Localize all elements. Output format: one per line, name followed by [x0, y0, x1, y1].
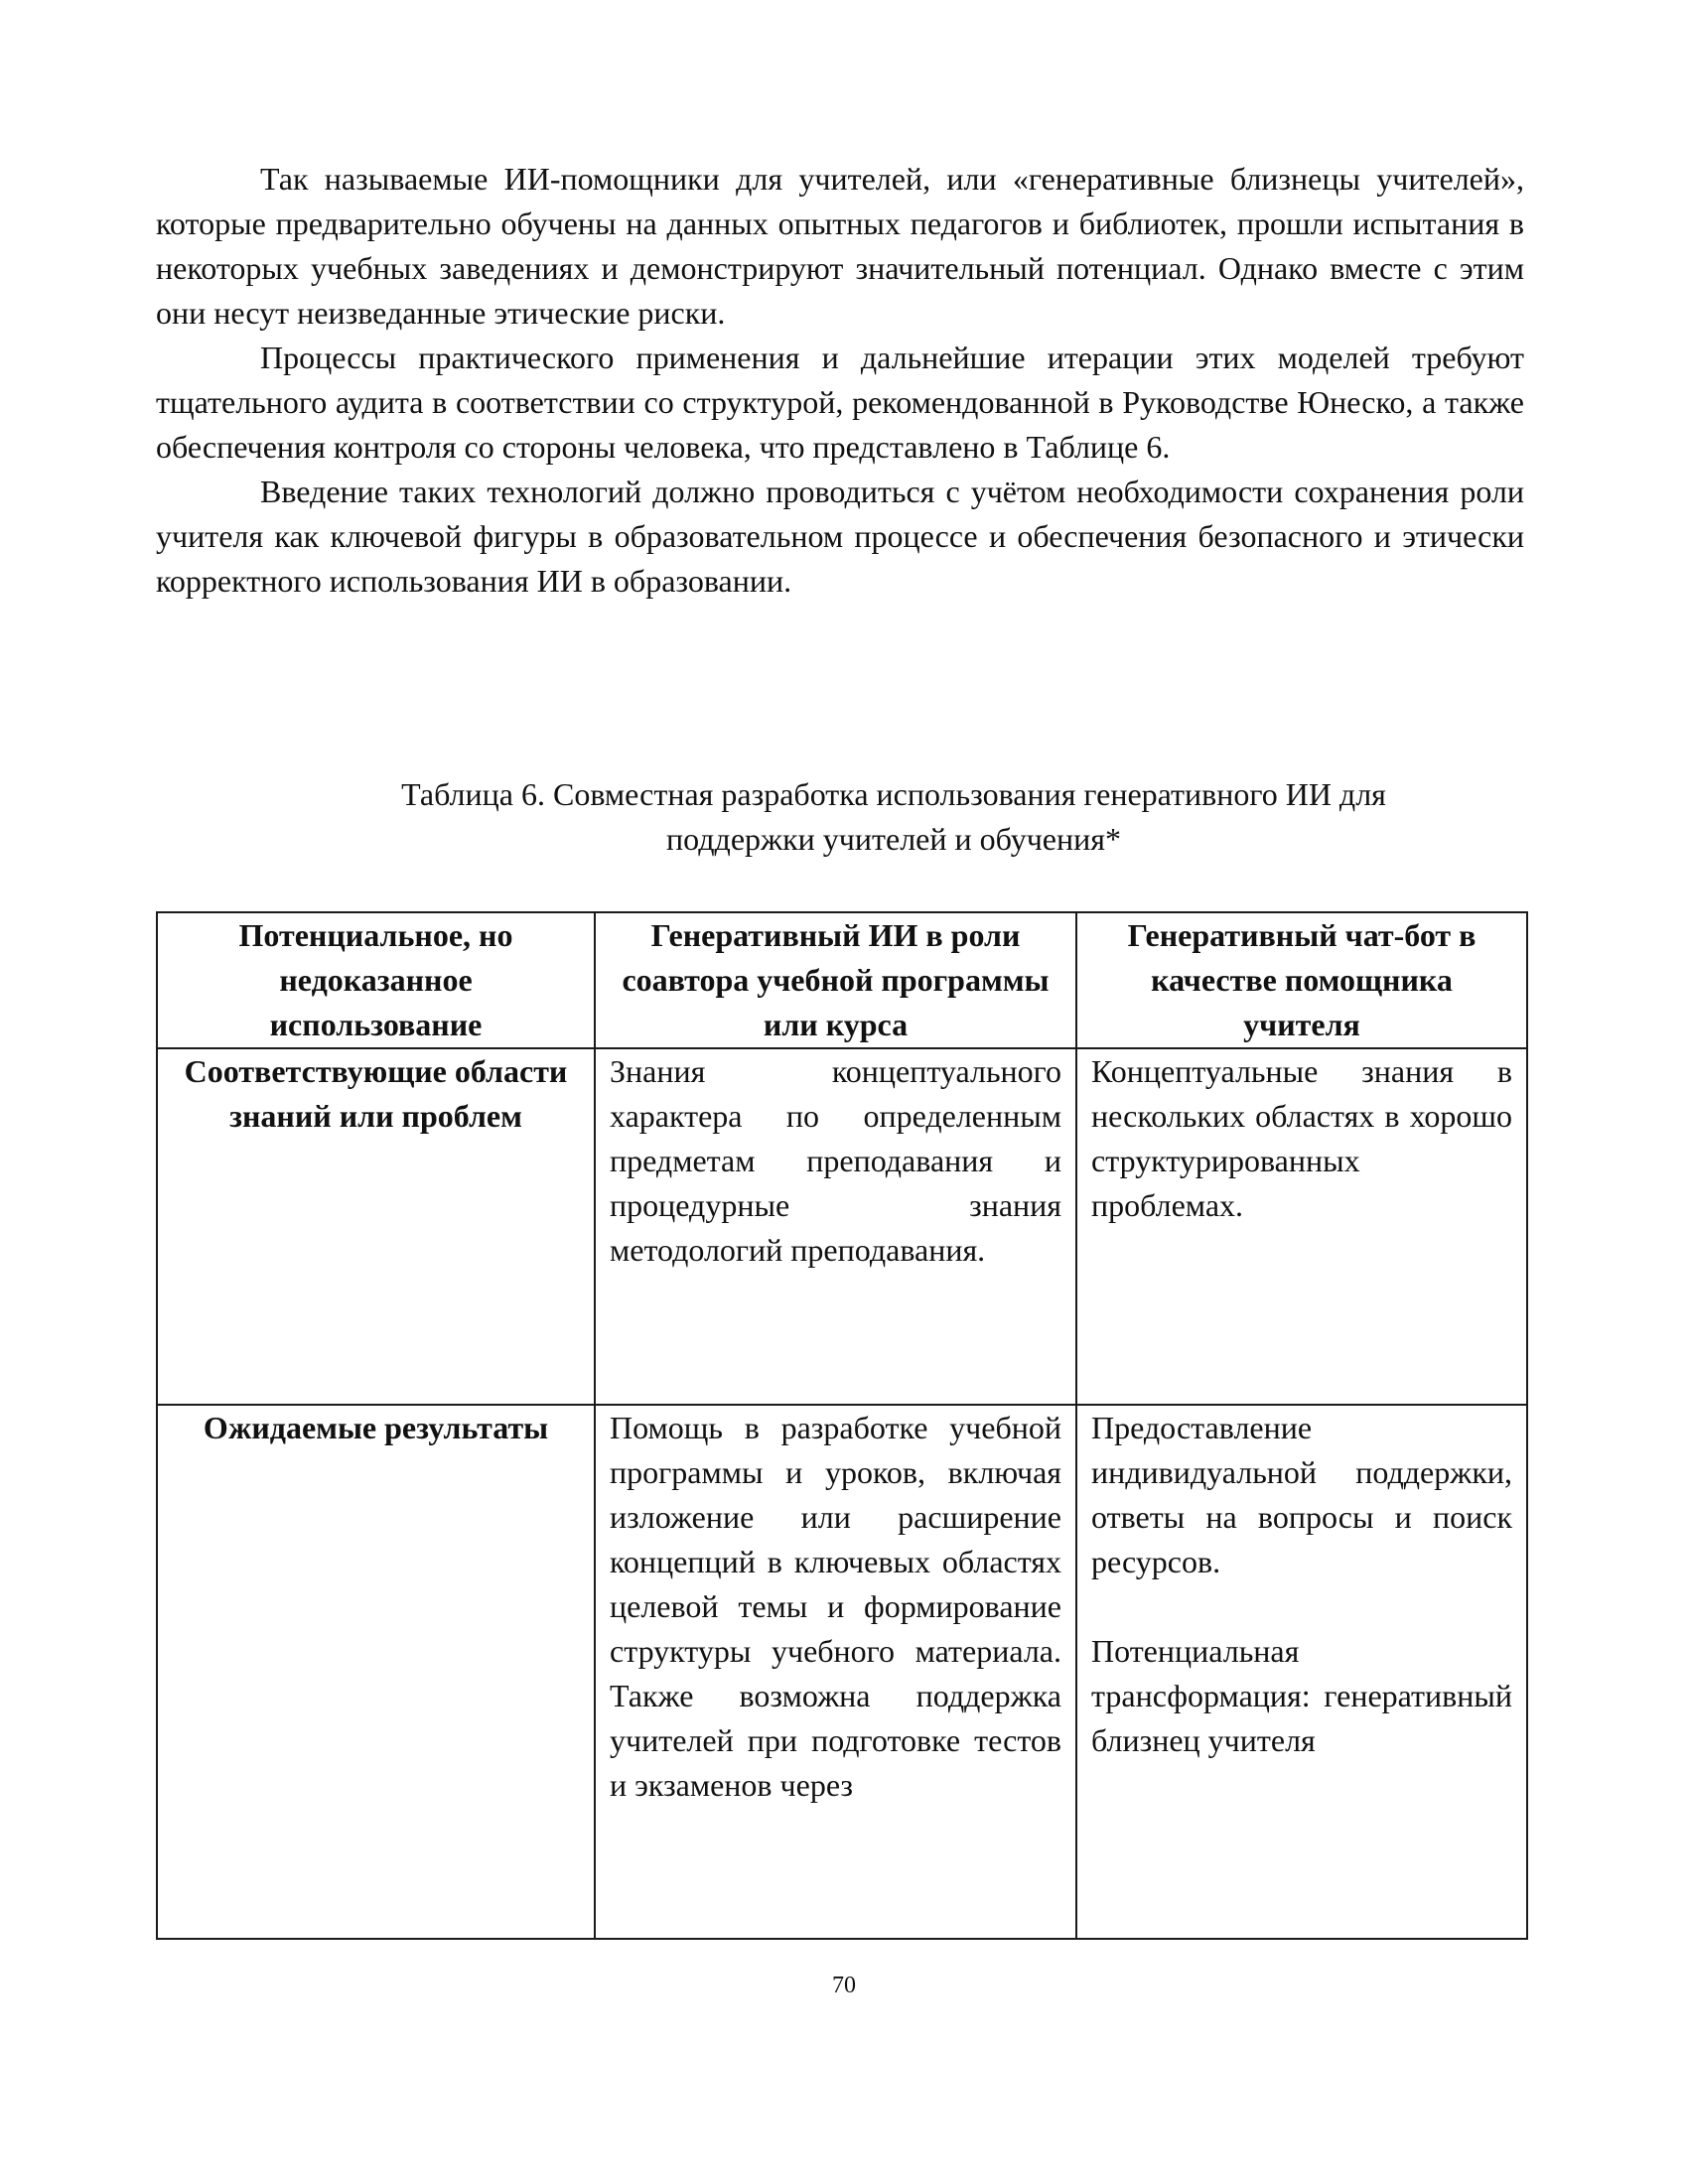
row-label: Соответствующие области знаний или проблем [157, 1048, 595, 1405]
table-row [157, 1048, 1527, 1405]
cell-chatbot-part-2: Потенциальная трансформация: генеративный близнец учителя [1091, 1633, 1512, 1758]
table-row [157, 1405, 1527, 1939]
cell-coauthor: Знания концептуального характера по определенным предметам преподавания и процедурные знания методологий преподавания. [595, 1048, 1076, 1405]
paragraph-2: Процессы практического применения и дальнейшие итерации этих моделей требуют тщательного аудита в соответствии со структурой, рекомендованной в Руководстве Юнеско, а также обеспечения контроля со стороны человека, что представлено в Таблице 6. [156, 340, 1524, 465]
table-caption-line-1: Таблица 6. Совместная разработка использования генеративного ИИ для [401, 776, 1386, 812]
cell-chatbot: Концептуальные знания в нескольких областях в хорошо структурированных проблемах. [1076, 1048, 1527, 1405]
blank-line [1091, 1584, 1512, 1629]
paragraph-3: Введение таких технологий должно проводиться с учётом необходимости сохранения роли учителя как ключевой фигуры в образовательном процессе и обеспечения безопасного и этически корректного использования ИИ в образовании. [156, 474, 1524, 599]
header-use-case: Потенциальное, но недоказанное использование [157, 912, 595, 1048]
table-caption-line-2: поддержки учителей и обучения* [666, 821, 1121, 857]
cell-chatbot [1076, 1405, 1527, 1939]
cell-chatbot-part-1: Предоставление индивидуальной поддержки, ответы на вопросы и поиск ресурсов. [1091, 1410, 1512, 1579]
header-coauthor: Генеративный ИИ в роли соавтора учебной программы или курса [595, 912, 1076, 1048]
table-6 [156, 911, 1528, 1940]
header-chatbot: Генеративный чат-бот в качестве помощника учителя [1076, 912, 1527, 1048]
cell-coauthor: Помощь в разработке учебной программы и уроков, включая изложение или расширение концепций в ключевых областях целевой темы и формирование структуры учебного материала. Также возможна поддержка учителей при подготовке тестов и экзаменов через [595, 1405, 1076, 1939]
row-label: Ожидаемые результаты [157, 1405, 595, 1939]
page-number: 70 [832, 1973, 856, 1998]
body-text [156, 157, 1524, 604]
paragraph-1: Так называемые ИИ-помощники для учителей, или «генеративные близнецы учителей», которые предварительно обучены на данных опытных педагогов и библиотек, прошли испытания в некоторых учебных заведениях и демонстрируют значительный потенциал. Однако вместе с этим они несут неизведанные этические риски. [156, 161, 1524, 331]
table-caption [278, 772, 1509, 862]
table-header-row [157, 912, 1527, 1048]
